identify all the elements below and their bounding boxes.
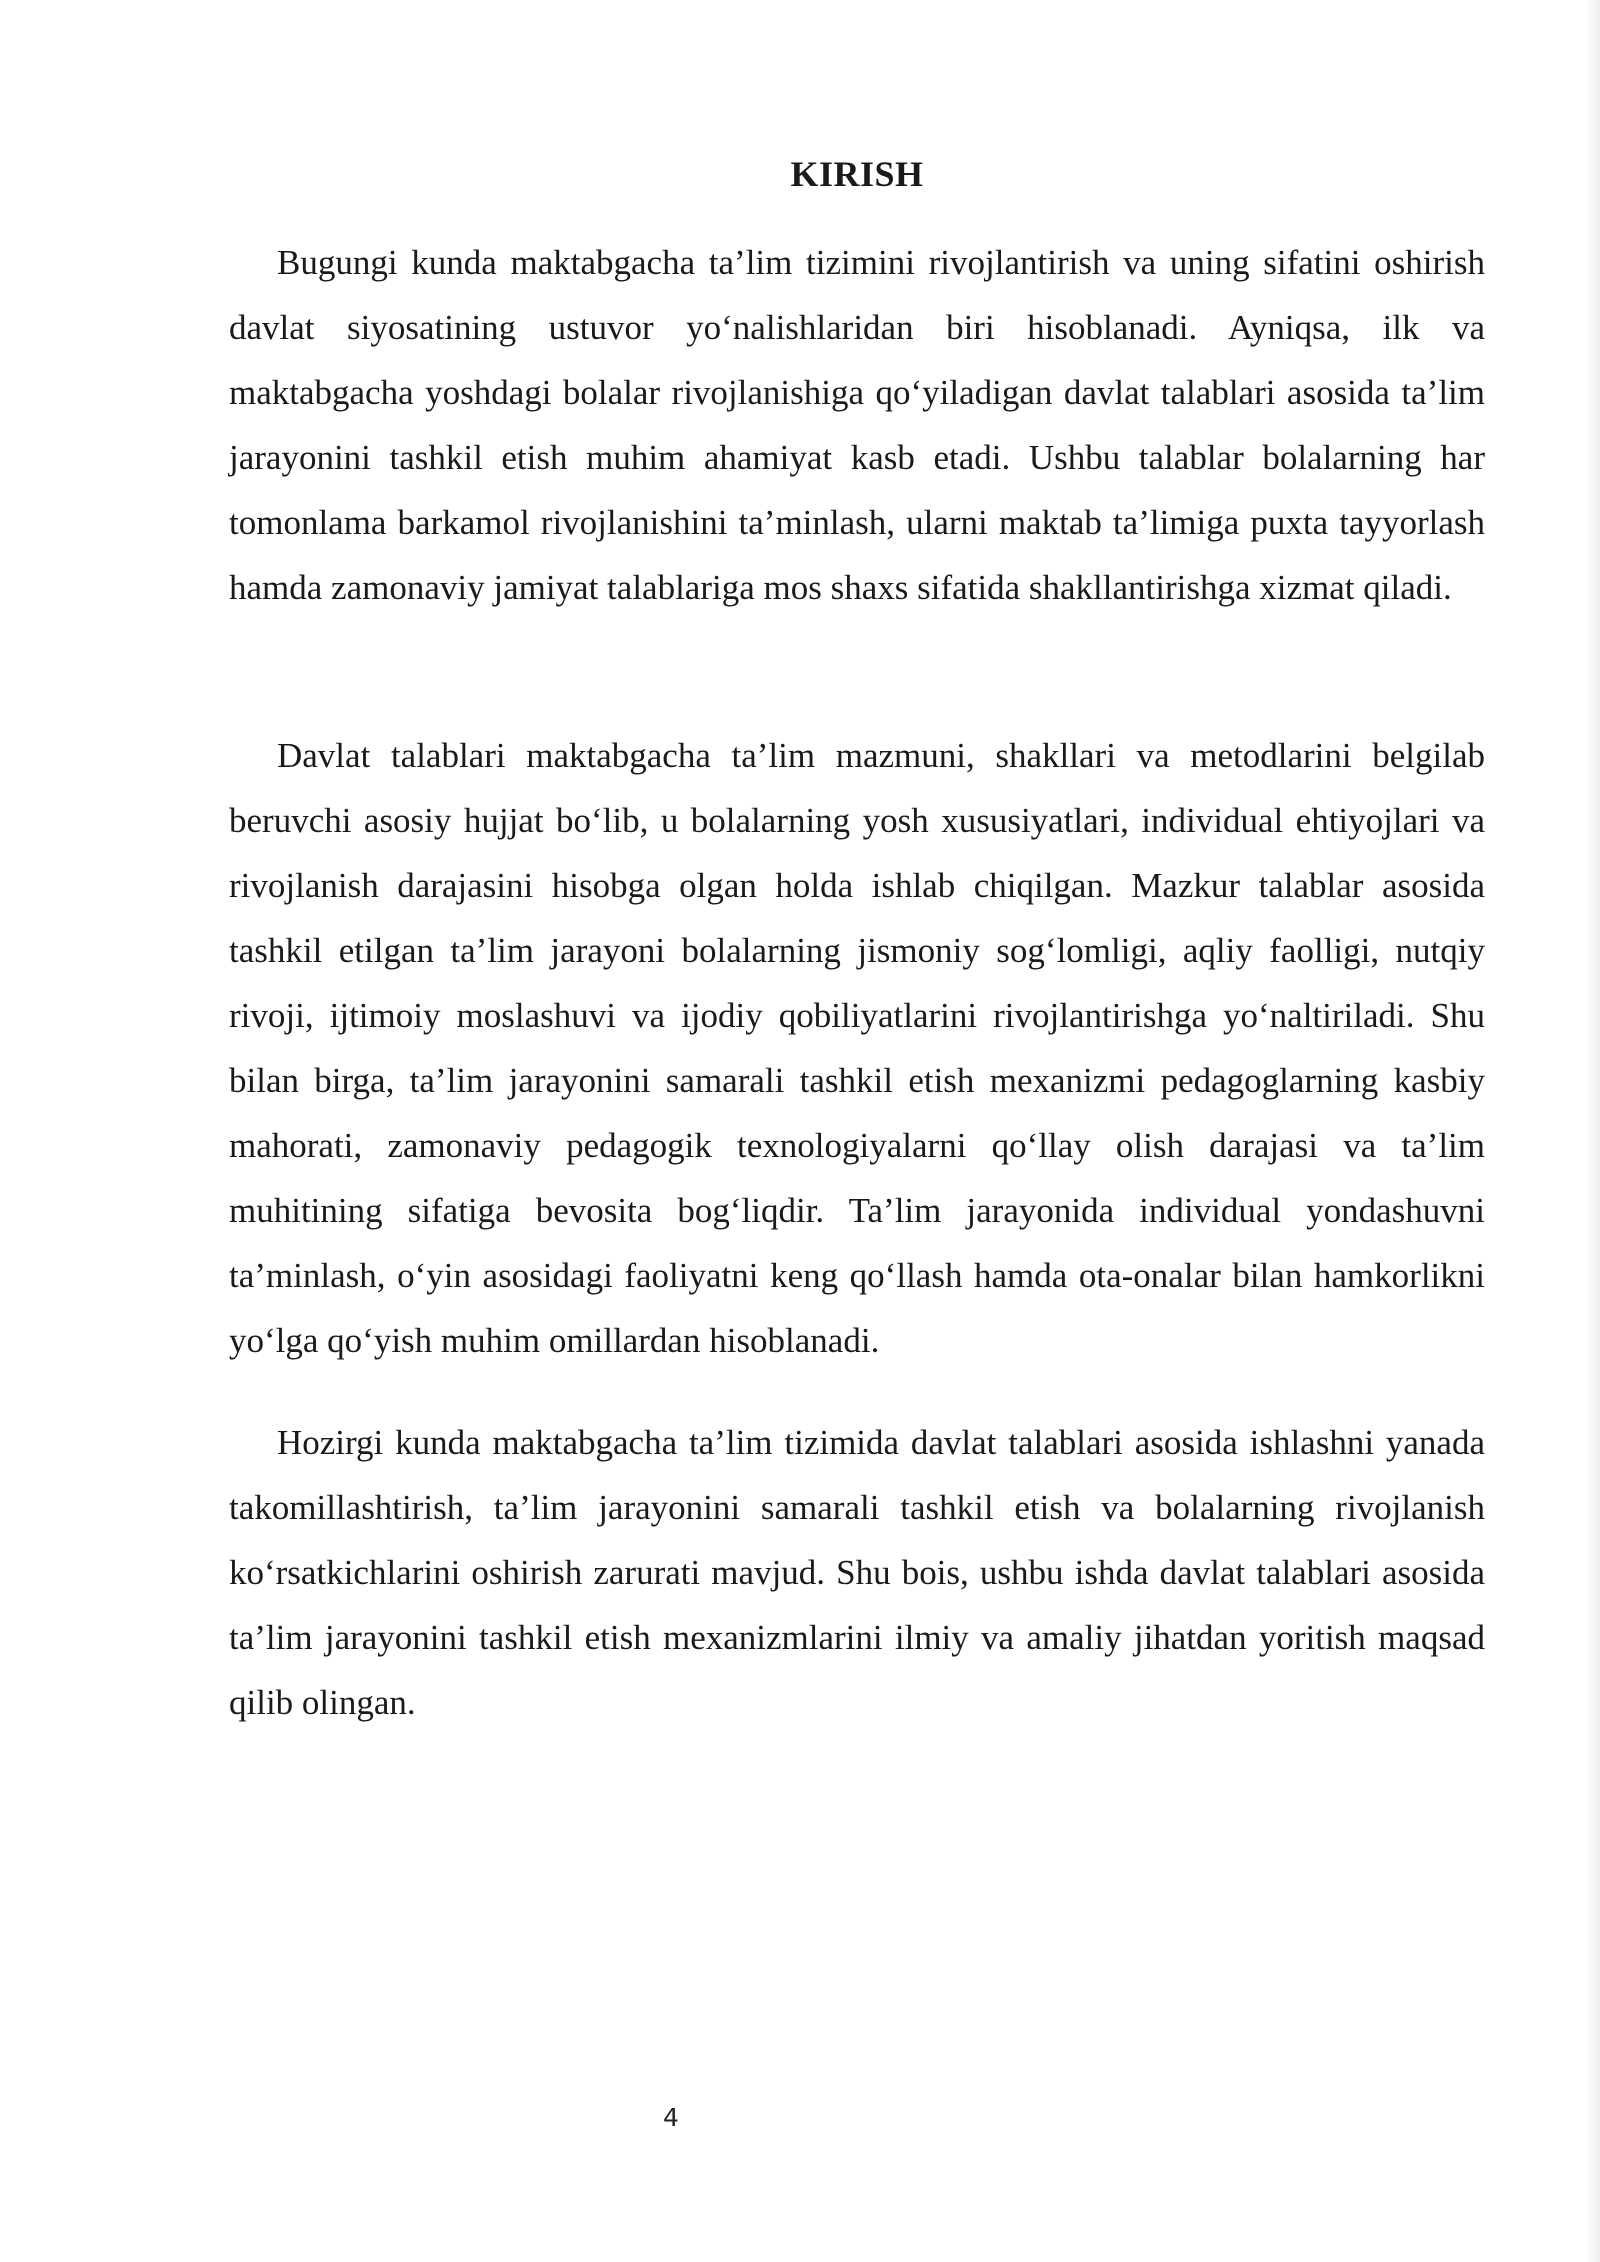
paragraph-1: Bugungi kunda maktabgacha ta’lim tizimini rivojlantirish va uning sifatini oshirish davlat siyosatining ustuvor yo‘nalishlaridan biri hisoblanadi. Ayniqsa, ilk va maktabgacha yoshdagi bolalar rivojlanishiga qo‘yiladigan davlat talablari asosida ta’lim jarayonini tashkil etish muhim ahamiyat kasb etadi. Ushbu talablar bolalarning har tomonlama barkamol rivojlanishini ta’minlash, ularni maktab ta’limiga puxta tayyorlash hamda zamonaviy jamiyat talablariga mos shaxs sifatida shakllantirishga xizmat qiladi. — [229, 243, 1485, 607]
section-heading: KIRISH — [790, 154, 924, 194]
paragraph-3: Hozirgi kunda maktabgacha ta’lim tizimida davlat talablari asosida ishlashni yanada takomillashtirish, ta’lim jarayonini samarali tashkil etish va bolalarning rivojlanish ko‘rsatkichlarini oshirish zarurati mavjud. Shu bois, ushbu ishda davlat talablari asosida ta’lim jarayonini tashkil etish mexanizmlarini ilmiy va amaliy jihatdan yoritish maqsad qilib olingan. — [229, 1423, 1485, 1722]
paragraph-2: Davlat talablari maktabgacha ta’lim mazmuni, shakllari va metodlarini belgilab beruvchi asosiy hujjat bo‘lib, u bolalarning yosh xususiyatlari, individual ehtiyojlari va rivojlanish darajasini hisobga olgan holda ishlab chiqilgan. Mazkur talablar asosida tashkil etilgan ta’lim jarayoni bolalarning jismoniy sog‘lomligi, aqliy faolligi, nutqiy rivoji, ijtimoiy moslashuvi va ijodiy qobiliyatlarini rivojlantirishga yo‘naltiriladi. Shu bilan birga, ta’lim jarayonini samarali tashkil etish mexanizmi pedagoglarning kasbiy mahorati, zamonaviy pedagogik texnologiyalarni qo‘llay olish darajasi va ta’lim muhitining sifatiga bevosita bog‘liqdir. Ta’lim jarayonida individual yondashuvni ta’minlash, o‘yin asosidagi faoliyatni keng qo‘llash hamda ota-onalar bilan hamkorlikni yo‘lga qo‘yish muhim omillardan hisoblanadi. — [229, 736, 1485, 1360]
page-edge-shadow — [1586, 0, 1600, 2262]
page-number: 4 — [663, 2103, 679, 2132]
